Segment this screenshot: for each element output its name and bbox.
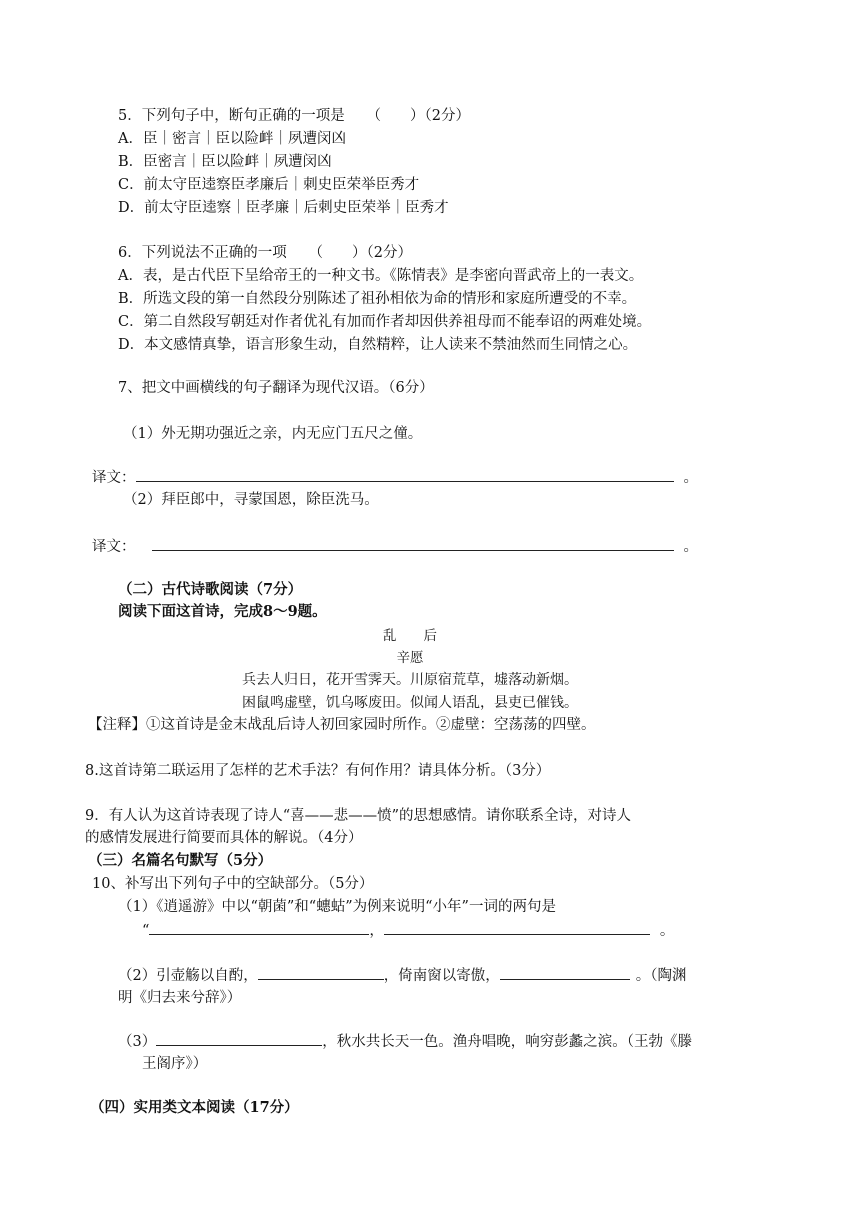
poem-author: 辛愿 <box>396 650 424 666</box>
section2-title: （二）古代诗歌阅读（7分） <box>118 581 303 598</box>
item2-text-b: ，倚南窗以寄傲， <box>383 968 500 984</box>
q5-option-b: B．臣密言｜臣以险衅｜夙遭闵凶 <box>118 154 332 170</box>
period: 。 <box>683 470 698 486</box>
period: 。 <box>659 923 675 939</box>
section4-title: （四）实用类文本阅读（17分） <box>90 1099 299 1116</box>
q7-sentence-2: （2）拜臣郎中，寻蒙国恩，除臣洗马。 <box>123 492 379 508</box>
poem-note: 【注释】①这首诗是金末战乱后诗人初回家园时所作。②虚壁：空荡荡的四壁。 <box>88 717 596 733</box>
poem-title: 乱 后 <box>383 628 437 644</box>
section2-instruction: 阅读下面这首诗，完成8～9题。 <box>118 603 327 620</box>
q10-item-3-cont: 王阁序》） <box>142 1056 208 1072</box>
open-quote: “ <box>142 923 150 939</box>
q10-item-3[interactable] <box>118 1031 692 1052</box>
item3-text-a: （3） <box>118 1034 157 1050</box>
q7-answer-line-1[interactable] <box>92 467 698 488</box>
q6-option-a: A．表，是古代臣下呈给帝王的一种文书。《陈情表》是李密向晋武帝上的一表文。 <box>118 268 644 284</box>
q7-stem: 7、把文中画横线的句子翻译为现代汉语。（6分） <box>118 380 434 396</box>
q10-item-1: （1）《逍遥游》中以“朝菌”和“蟪蛄”为例来说明“小年”一词的两句是 <box>118 899 556 915</box>
poem-line-1: 兵去人归日，花开雪霁天。川原宿荒草，墟落动新烟。 <box>242 672 578 688</box>
period: 。 <box>683 539 698 555</box>
item2-text-c: 。（陶渊 <box>635 968 687 984</box>
answer-label: 译文： <box>92 539 136 555</box>
q5-option-a: A．臣｜密言｜臣以险衅｜夙遭闵凶 <box>118 131 346 147</box>
item3-text-b: ，秋水共长天一色。渔舟唱晚，响穷彭蠡之滨。（王勃《滕 <box>322 1034 692 1050</box>
q6-stem: 6．下列说法不正确的一项 （ ）（2分） <box>118 245 412 261</box>
q7-sentence-1: （1）外无期功强近之亲，内无应门五尺之僮。 <box>123 426 423 442</box>
section3-title: （三）名篇名句默写（5分） <box>88 852 273 869</box>
q5-stem: 5．下列句子中，断句正确的一项是 （ ）（2分） <box>118 108 470 124</box>
q10-item-1-blanks[interactable] <box>142 920 674 941</box>
q6-option-d: D．本文感情真挚，语言形象生动，自然精粹，让人读来不禁油然而生同情之心。 <box>118 337 638 353</box>
answer-label: 译文： <box>92 470 136 486</box>
q10-item-2[interactable] <box>118 965 686 986</box>
poem-line-2: 困鼠鸣虚壁，饥乌啄废田。似闻人语乱，县吏已催钱。 <box>242 695 578 711</box>
q9-line-1: 9．有人认为这首诗表现了诗人“喜——悲——愤”的思想感情。请你联系全诗，对诗人 <box>85 808 632 824</box>
q6-option-b: B．所选文段的第一自然段分别陈述了祖孙相依为命的情形和家庭所遭受的不幸。 <box>118 291 637 307</box>
item2-text-a: （2）引壶觞以自酌， <box>118 968 258 984</box>
q8: 8.这首诗第二联运用了怎样的艺术手法？有何作用？请具体分析。（3分） <box>85 763 551 779</box>
q5-option-c: C．前太守臣逵察臣孝廉后｜刺史臣荣举臣秀才 <box>118 177 420 193</box>
q10-stem: 10、补写出下列句子中的空缺部分。（5分） <box>92 876 374 892</box>
q10-item-2-cont: 明《归去来兮辞》） <box>118 990 242 1006</box>
q9-line-2: 的感情发展进行简要而具体的解说。（4分） <box>85 830 363 846</box>
q5-option-d: D．前太守臣逵察｜臣孝廉｜后刺史臣荣举｜臣秀才 <box>118 200 449 216</box>
q7-answer-line-2[interactable] <box>92 536 698 557</box>
comma: ， <box>369 923 384 939</box>
q6-option-c: C．第二自然段写朝廷对作者优礼有加而作者却因供养祖母而不能奉诏的两难处境。 <box>118 314 652 330</box>
